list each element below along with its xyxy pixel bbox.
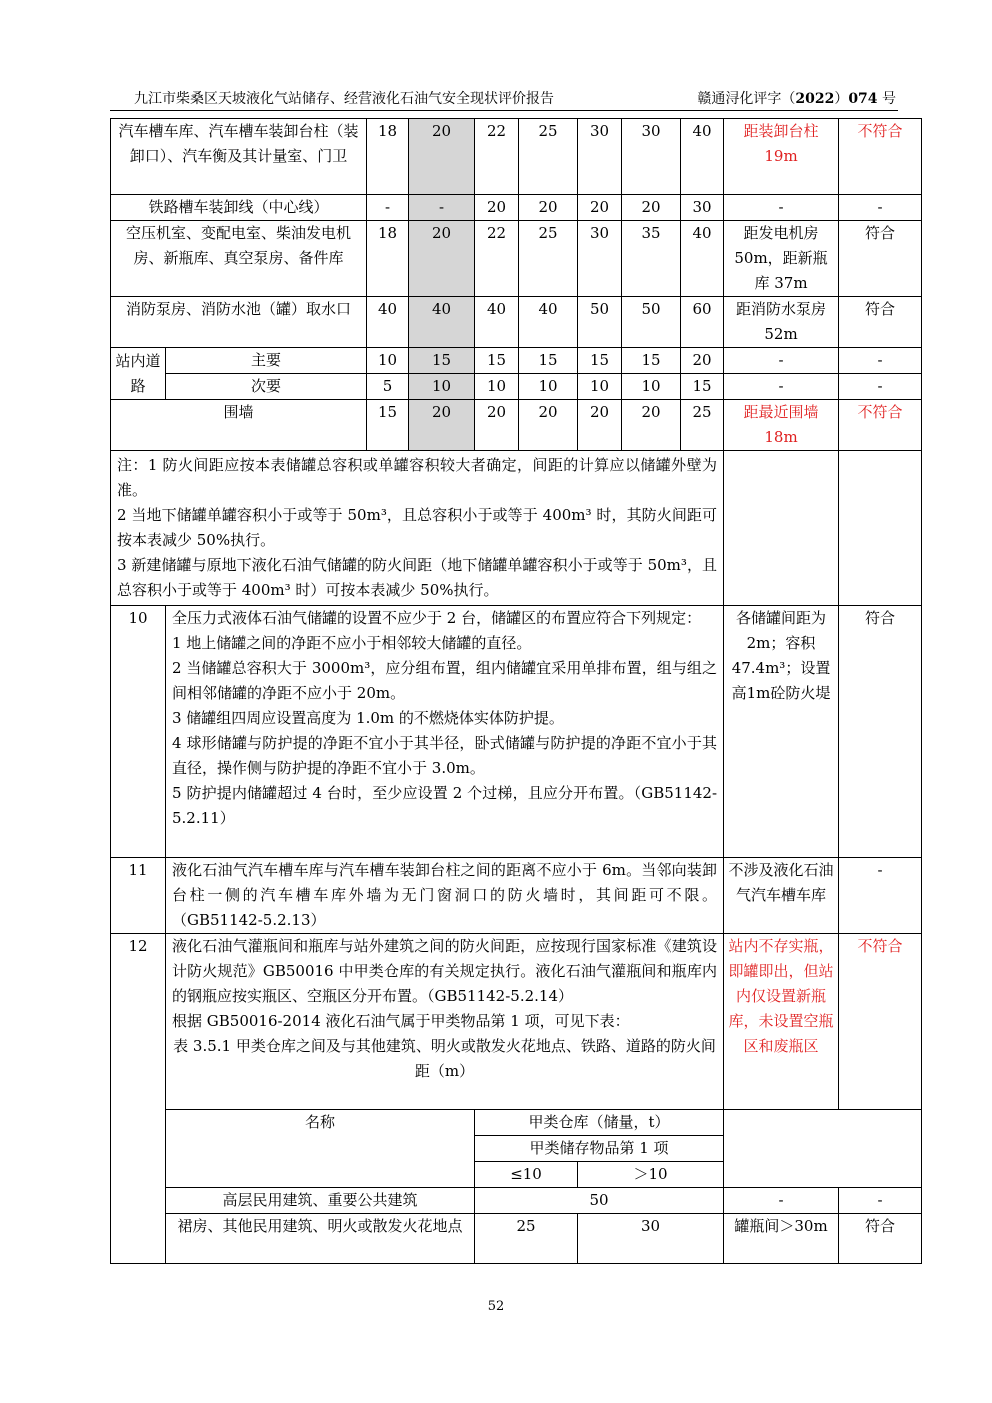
result-cell: 符合: [839, 297, 922, 348]
subtable-row: [111, 1214, 922, 1264]
subtable-col-gt10: ＞10: [578, 1162, 724, 1188]
item-line: 3 储罐组四周应设置高度为 1.0m 的不燃烧体实体防护提。: [172, 709, 564, 727]
item-line: 全压力式液体石油气储罐的设置不应少于 2 台，储罐区的布置应符合下列规定：: [172, 609, 702, 627]
subtable-header-row: [111, 1110, 922, 1136]
value-cell: 30: [578, 221, 622, 297]
actual-situation: 不涉及液化石油气汽车槽车库: [724, 858, 839, 934]
value-cell: 40: [681, 221, 724, 297]
subtable-row-name: 高层民用建筑、重要公共建筑: [166, 1188, 475, 1214]
value-cell: 15: [475, 348, 519, 374]
value-cell: 30: [622, 119, 681, 195]
inspection-table: [110, 118, 922, 1264]
value-cell: 15: [622, 348, 681, 374]
value-cell-highlight: 10: [409, 374, 475, 400]
actual-distance: 距消防水泵房 52m: [724, 297, 839, 348]
item-row: [111, 606, 922, 858]
actual-distance: 距发电机房50m，距新瓶库 37m: [724, 221, 839, 297]
value-cell: 20: [681, 348, 724, 374]
note-1: 注：1 防火间距应按本表储罐总容积或单罐容积较大者确定，间距的计算应以储罐外壁为准。: [117, 456, 718, 499]
value-cell-highlight: 20: [409, 119, 475, 195]
page-number: 52: [487, 1299, 505, 1314]
table-row: [111, 400, 922, 451]
value-cell: 60: [681, 297, 724, 348]
item-line: 4 球形储罐与防护提的净距不宜小于其半径，卧式储罐与防护提的净距不宜小于其直径，操作侧与防护提的净距不宜小于 3.0m。: [172, 734, 718, 777]
table-row: [111, 348, 922, 374]
value-cell: 25: [519, 221, 578, 297]
result-cell: -: [839, 374, 922, 400]
value-cell: 30: [578, 119, 622, 195]
document-number: 赣通浔化评字（2022）074 号: [697, 91, 896, 107]
value-cell: 35: [622, 221, 681, 297]
result-cell: -: [839, 348, 922, 374]
note-2: 2 当地下储罐单罐容积小于或等于 50m³，且总容积小于或等于 400m³ 时，其防火间距可按本表减少 50%执行。: [117, 506, 718, 549]
page-header: [110, 86, 898, 111]
actual-situation: 各储罐间距为 2m；容积47.4m³；设置高1m砼防火堤: [724, 606, 839, 858]
value-cell: 40: [475, 297, 519, 348]
item-number: 12: [111, 934, 166, 1264]
table-row: [111, 374, 922, 400]
actual-distance: -: [724, 195, 839, 221]
report-title: 九江市柴桑区天坡液化气站储存、经营液化石油气安全现状评价报告: [134, 91, 554, 107]
row-name: 次要: [166, 374, 367, 400]
result-cell: -: [839, 195, 922, 221]
actual-distance: 距装卸台柱19m: [724, 119, 839, 195]
result-cell: 不符合: [839, 400, 922, 451]
value-cell: 10: [622, 374, 681, 400]
item-number: 11: [111, 858, 166, 934]
subtable-row-name: 裙房、其他民用建筑、明火或散发火花地点: [166, 1214, 475, 1264]
actual-distance: -: [724, 1188, 839, 1214]
item-content: [166, 858, 724, 934]
table-caption: 表 3.5.1 甲类仓库之间及与其他建筑、明火或散发火花地点、铁路、道路的防火间距（m）: [173, 1037, 716, 1080]
subtable-col-le10: ≤10: [475, 1162, 578, 1188]
empty-cell: [724, 451, 839, 606]
subtable-value: 25: [475, 1214, 578, 1264]
value-cell: 50: [622, 297, 681, 348]
value-cell: 15: [519, 348, 578, 374]
value-cell: 20: [519, 400, 578, 451]
value-cell: 10: [519, 374, 578, 400]
item-line: 根据 GB50016-2014 液化石油气属于甲类物品第 1 项，可见下表：: [172, 1012, 630, 1030]
value-cell-highlight: 15: [409, 348, 475, 374]
empty-cell: [724, 1110, 922, 1188]
value-cell: 40: [681, 119, 724, 195]
value-cell: 18: [367, 221, 409, 297]
notes: [111, 451, 724, 606]
value-cell: 5: [367, 374, 409, 400]
value-cell: 20: [578, 195, 622, 221]
value-cell: 30: [681, 195, 724, 221]
subtable-row: [111, 1188, 922, 1214]
value-cell: 10: [475, 374, 519, 400]
row-name: 汽车槽车库、汽车槽车装卸台柱（装卸口）、汽车衡及其计量室、门卫: [111, 119, 367, 195]
row-name: 铁路槽车装卸线（中心线）: [111, 195, 367, 221]
row-name: 围墙: [111, 400, 367, 451]
item-row: [111, 934, 922, 1110]
value-cell: 25: [519, 119, 578, 195]
item-line: 1 地上储罐之间的净距不应小于相邻较大储罐的直径。: [172, 634, 532, 652]
subtable-category-header: 甲类储存物品第 1 项: [475, 1136, 724, 1162]
value-cell: 20: [475, 195, 519, 221]
value-cell: 20: [519, 195, 578, 221]
item-line: 5 防护提内储罐超过 4 台时，至少应设置 2 个过梯，且应分开布置。（GB51142-5.2.11）: [172, 784, 718, 827]
subtable-warehouse-header: 甲类仓库（储量，t）: [475, 1110, 724, 1136]
value-cell: 18: [367, 119, 409, 195]
value-cell-highlight: 40: [409, 297, 475, 348]
table-row: [111, 119, 922, 195]
value-cell: 10: [367, 348, 409, 374]
item-content: [166, 606, 724, 858]
value-cell: 20: [622, 195, 681, 221]
result-cell: 符合: [839, 221, 922, 297]
result-cell: 符合: [839, 1214, 922, 1264]
value-cell: -: [367, 195, 409, 221]
road-group-label: 站内道路: [111, 348, 166, 400]
subtable-merged-value: 50: [475, 1188, 724, 1214]
item-number: 10: [111, 606, 166, 858]
row-name: 消防泵房、消防水池（罐）取水口: [111, 297, 367, 348]
value-cell: 25: [681, 400, 724, 451]
value-cell: 10: [578, 374, 622, 400]
actual-situation: 站内不存实瓶，即罐即出，但站内仅设置新瓶库，未设置空瓶区和废瓶区: [724, 934, 839, 1110]
value-cell: 15: [367, 400, 409, 451]
note-3: 3 新建储罐与原地下液化石油气储罐的防火间距（地下储罐单罐容积小于或等于 50m³，且总容积小于或等于 400m³ 时）可按本表减少 50%执行。: [117, 556, 718, 599]
table-row: [111, 297, 922, 348]
value-cell-highlight: -: [409, 195, 475, 221]
value-cell: 20: [475, 400, 519, 451]
value-cell: 40: [367, 297, 409, 348]
actual-distance: -: [724, 348, 839, 374]
value-cell: 40: [519, 297, 578, 348]
item-line: 液化石油气汽车槽车库与汽车槽车装卸台柱之间的距离不应小于 6m。当邻向装卸台柱一侧的汽车槽车库外墙为无门窗洞口的防火墙时，其间距可不限。（GB51142-5.2.13）: [172, 861, 718, 929]
actual-distance: 罐瓶间＞30m: [724, 1214, 839, 1264]
table-row: [111, 221, 922, 297]
value-cell-highlight: 20: [409, 400, 475, 451]
result-cell: -: [839, 1188, 922, 1214]
actual-distance: -: [724, 374, 839, 400]
subtable-value: 30: [578, 1214, 724, 1264]
empty-cell: [839, 451, 922, 606]
item-line: 液化石油气灌瓶间和瓶库与站外建筑之间的防火间距，应按现行国家标准《建筑设计防火规范》GB50016 中甲类仓库的有关规定执行。液化石油气灌瓶间和瓶库内的钢瓶应按实瓶区、空瓶区分开布置。（GB51142-5.2.14）: [172, 937, 718, 1005]
value-cell: 15: [681, 374, 724, 400]
result-cell: 不符合: [839, 934, 922, 1110]
row-name: 主要: [166, 348, 367, 374]
actual-distance: 距最近围墙18m: [724, 400, 839, 451]
table-row: [111, 195, 922, 221]
result-cell: 不符合: [839, 119, 922, 195]
value-cell: 20: [622, 400, 681, 451]
value-cell: 15: [578, 348, 622, 374]
subtable-name-header: 名称: [166, 1110, 475, 1188]
item-row: [111, 858, 922, 934]
item-line: 2 当储罐总容积大于 3000m³，应分组布置，组内储罐宜采用单排布置，组与组之间相邻储罐的净距不应小于 20m。: [172, 659, 718, 702]
value-cell: 20: [578, 400, 622, 451]
value-cell: 50: [578, 297, 622, 348]
result-cell: 符合: [839, 606, 922, 858]
value-cell: 22: [475, 119, 519, 195]
value-cell-highlight: 20: [409, 221, 475, 297]
item-content: [166, 934, 724, 1110]
notes-row: [111, 451, 922, 606]
value-cell: 22: [475, 221, 519, 297]
result-cell: -: [839, 858, 922, 934]
row-name: 空压机室、变配电室、柴油发电机房、新瓶库、真空泵房、备件库: [111, 221, 367, 297]
